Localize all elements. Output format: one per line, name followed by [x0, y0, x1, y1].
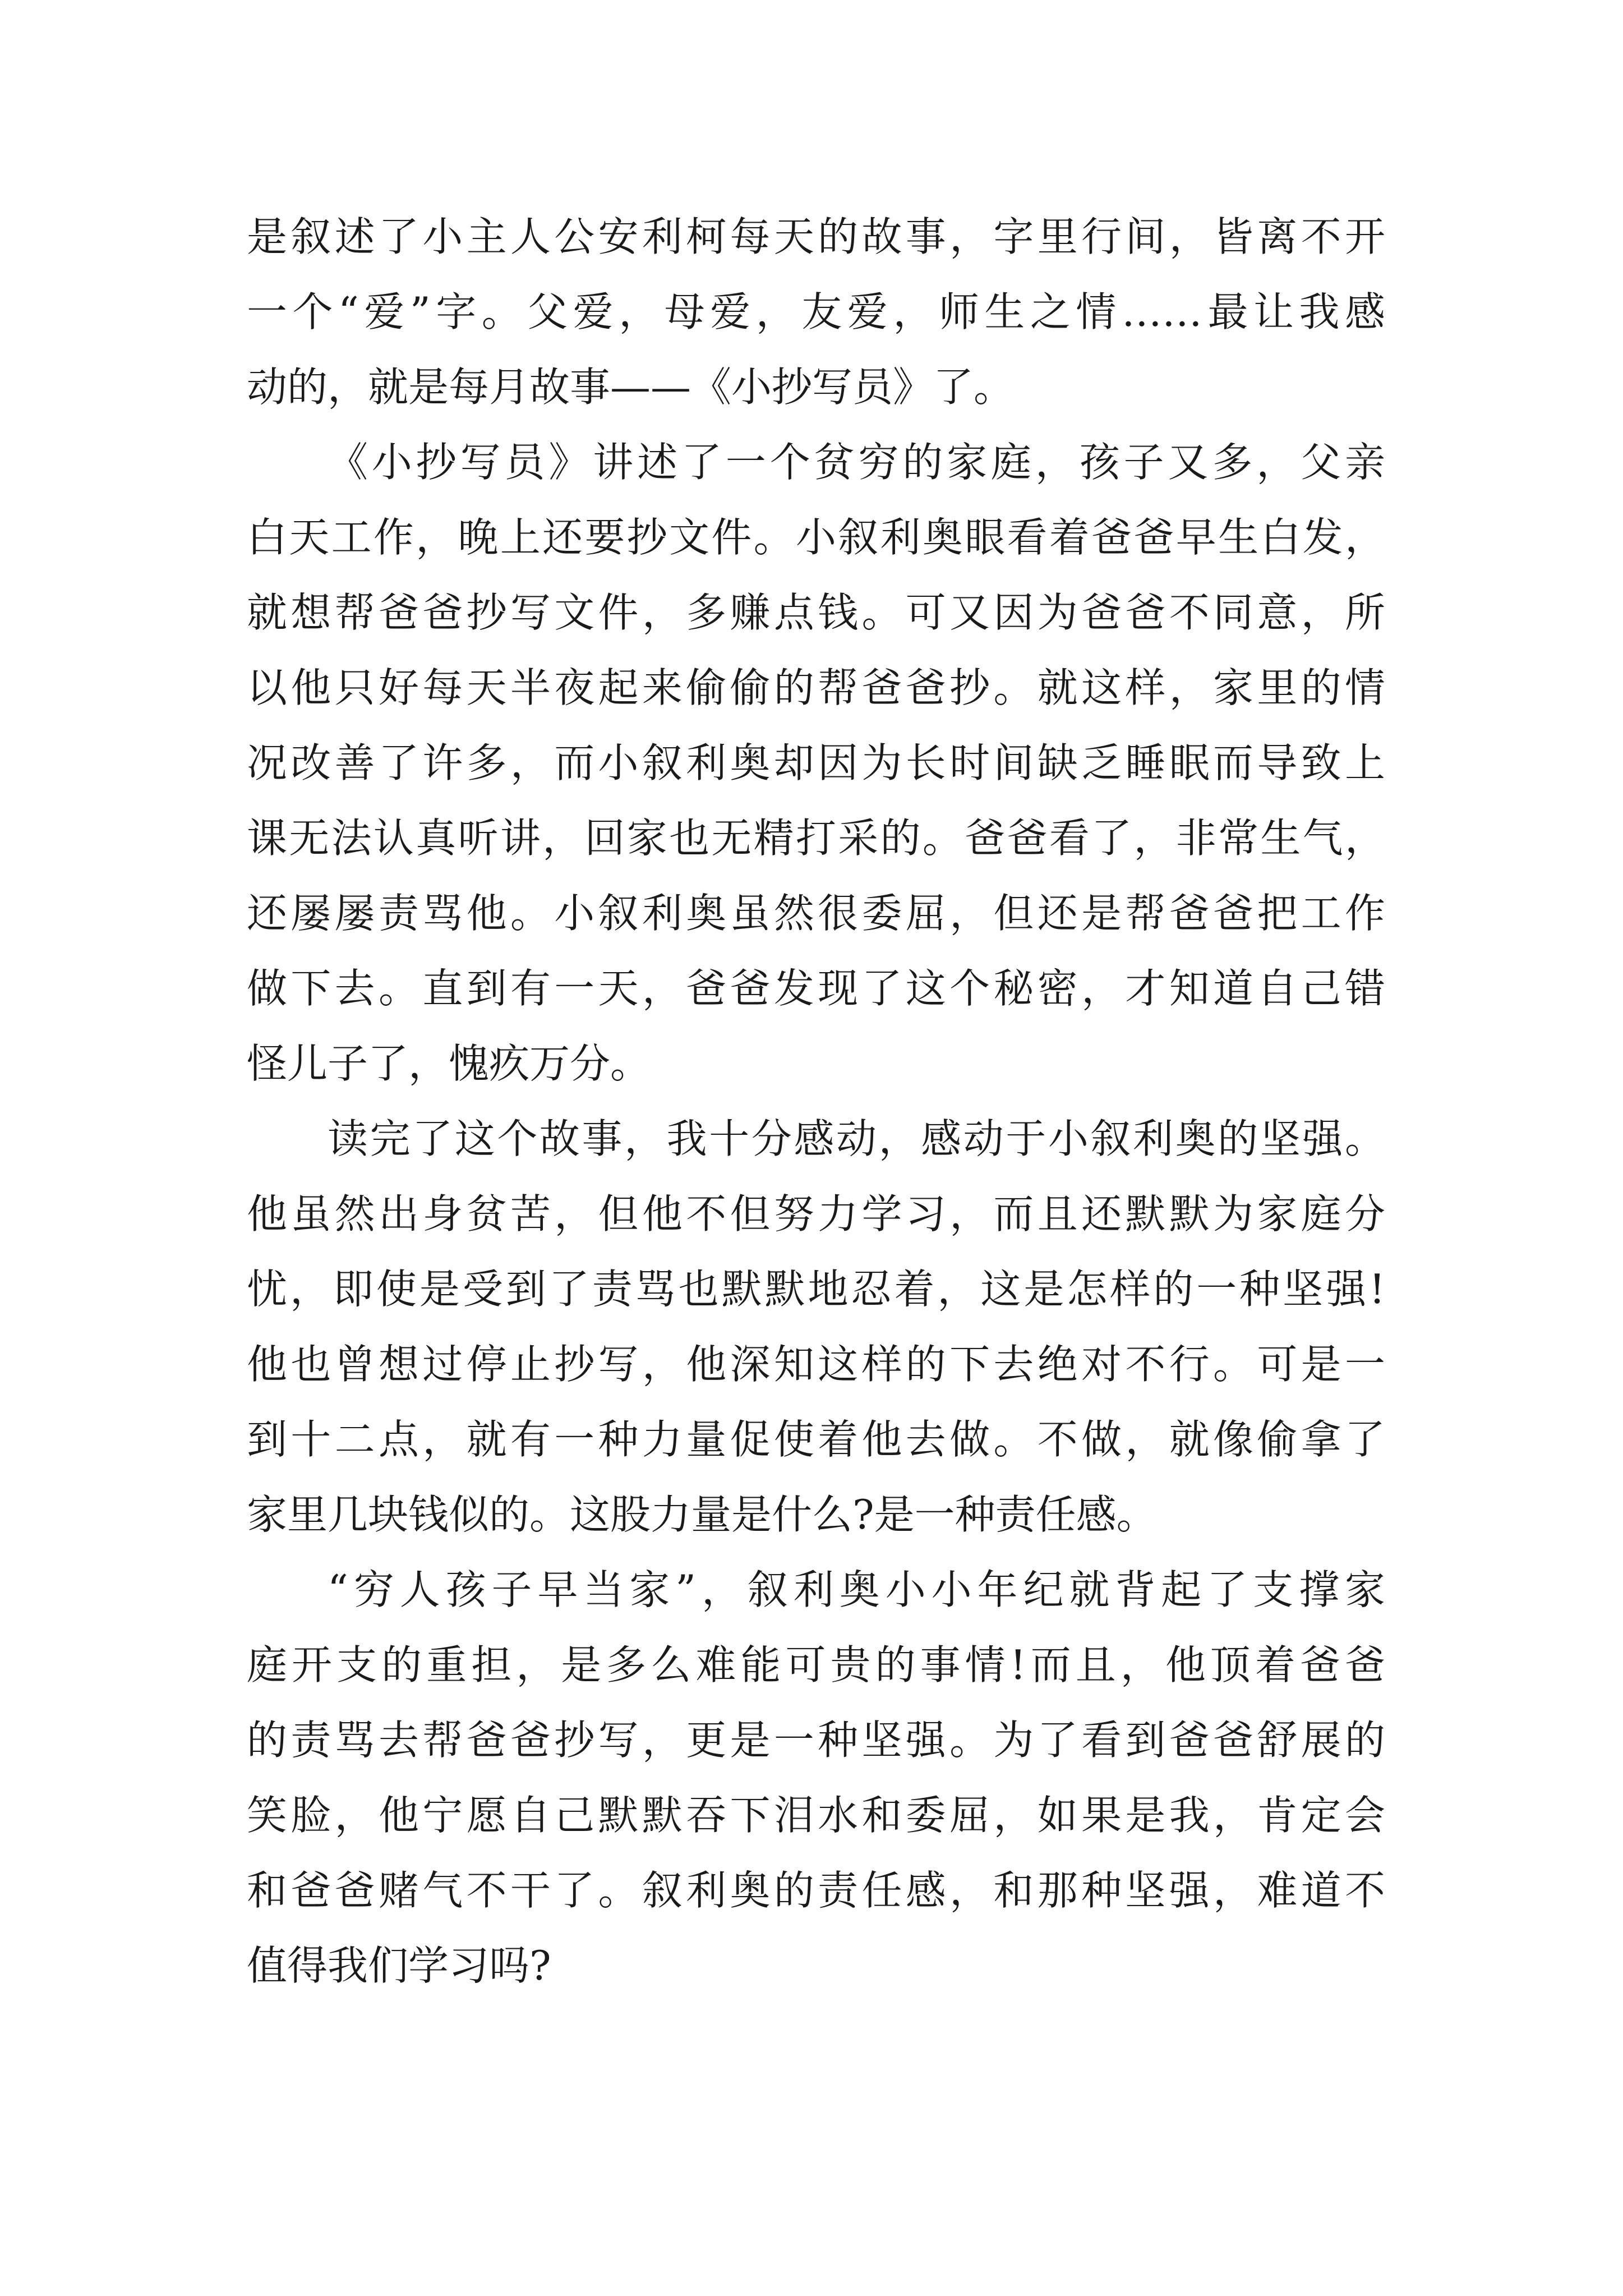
paragraph-line: 就想帮爸爸抄写文件，多赚点钱。可又因为爸爸不同意，所 [247, 589, 1385, 636]
paragraph-4 [247, 1552, 1385, 2003]
paragraph-line: 课无法认真听讲，回家也无精打采的。爸爸看了，非常生气， [247, 815, 1385, 862]
paragraph-line: “穷人孩子早当家”，叙利奥小小年纪就背起了支撑家 [328, 1566, 1385, 1613]
paragraph-line: 他虽然出身贫苦，但他不但努力学习，而且还默默为家庭分 [247, 1190, 1385, 1237]
paragraph-line: 《小抄写员》讲述了一个贫穷的家庭，孩子又多，父亲 [328, 439, 1385, 486]
paragraph-line: 他也曾想过停止抄写，他深知这样的下去绝对不行。可是一 [247, 1341, 1385, 1388]
document-body [247, 199, 1385, 2003]
paragraph-line: 况改善了许多，而小叙利奥却因为长时间缺乏睡眠而导致上 [247, 739, 1385, 786]
paragraph-line: 忧，即使是受到了责骂也默默地忍着，这是怎样的一种坚强! [247, 1266, 1385, 1313]
paragraph-line: 怪儿子了，愧疚万分。 [247, 1040, 651, 1087]
paragraph-line: 读完了这个故事，我十分感动，感动于小叙利奥的坚强。 [328, 1115, 1385, 1162]
paragraph-line: 动的，就是每月故事——《小抄写员》了。 [247, 364, 1015, 411]
paragraph-1 [247, 199, 1385, 425]
paragraph-line: 和爸爸赌气不干了。叙利奥的责任感，和那种坚强，难道不 [247, 1867, 1385, 1914]
paragraph-line: 值得我们学习吗? [247, 1942, 551, 1989]
paragraph-2 [247, 425, 1385, 1101]
paragraph-line: 是叙述了小主人公安利柯每天的故事，字里行间，皆离不开 [247, 213, 1385, 260]
paragraph-line: 家里几块钱似的。这股力量是什么?是一种责任感。 [247, 1491, 1157, 1538]
paragraph-line: 白天工作，晚上还要抄文件。小叙利奥眼看着爸爸早生白发， [247, 514, 1385, 561]
paragraph-line: 还屡屡责骂他。小叙利奥虽然很委屈，但还是帮爸爸把工作 [247, 890, 1385, 937]
paragraph-line: 的责骂去帮爸爸抄写，更是一种坚强。为了看到爸爸舒展的 [247, 1717, 1385, 1764]
paragraph-line: 庭开支的重担，是多么难能可贵的事情!而且，他顶着爸爸 [247, 1641, 1385, 1688]
paragraph-line: 以他只好每天半夜起来偷偷的帮爸爸抄。就这样，家里的情 [247, 664, 1385, 711]
paragraph-line: 到十二点，就有一种力量促使着他去做。不做，就像偷拿了 [247, 1416, 1385, 1463]
paragraph-line: 做下去。直到有一天，爸爸发现了这个秘密，才知道自己错 [247, 965, 1385, 1012]
paragraph-line: 笑脸，他宁愿自己默默吞下泪水和委屈，如果是我，肯定会 [247, 1792, 1385, 1839]
paragraph-3 [247, 1101, 1385, 1552]
paragraph-line: 一个“爱”字。父爱，母爱，友爱，师生之情……最让我感 [247, 288, 1385, 335]
